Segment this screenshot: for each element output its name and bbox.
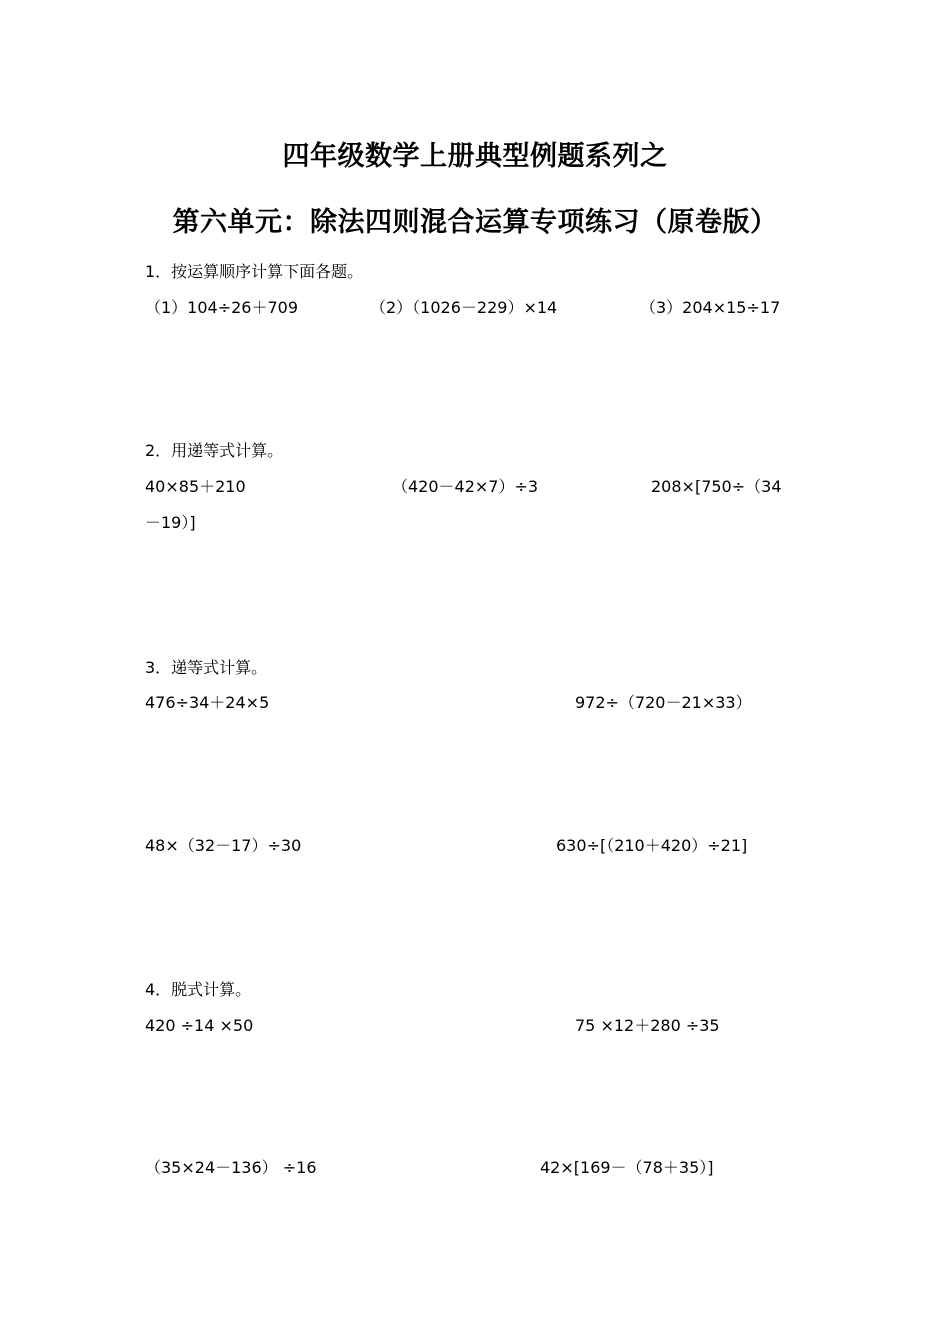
section-2-problem-2: （420－42×7）÷3 [392,477,539,496]
section-1-heading: 1．按运算顺序计算下面各题。 [145,262,364,281]
section-2-heading: 2．用递等式计算。 [145,441,284,460]
section-4-problem-4: 42×[169－（78＋35）] [540,1158,714,1177]
title-unit: 第六单元：除法四则混合运算专项练习（原卷版） [172,207,778,238]
section-3-problem-1: 476÷34＋24×5 [145,693,270,712]
section-2-problem-3-continued: －19）] [145,513,196,532]
section-2-problem-3: 208×[750÷（34 [651,477,782,496]
section-1-problem-3: （3）204×15÷17 [640,298,781,317]
section-4-problem-1: 420 ÷14 ×50 [145,1016,254,1035]
title-series: 四年级数学上册典型例题系列之 [282,141,668,172]
section-3-problem-3: 48×（32－17）÷30 [145,836,302,855]
section-4-problem-2: 75 ×12＋280 ÷35 [575,1016,720,1035]
section-2-problem-1: 40×85＋210 [145,477,246,496]
section-4-heading: 4．脱式计算。 [145,980,252,999]
section-1-problem-1: （1）104÷26＋709 [145,298,299,317]
section-4-problem-3: （35×24－136） ÷16 [145,1158,317,1177]
section-1-problem-2: （2）（1026－229）×14 [370,298,558,317]
section-3-problem-2: 972÷（720－21×33） [575,693,752,712]
section-3-heading: 3．递等式计算。 [145,658,268,677]
section-3-problem-4: 630÷[（210＋420）÷21] [556,836,748,855]
